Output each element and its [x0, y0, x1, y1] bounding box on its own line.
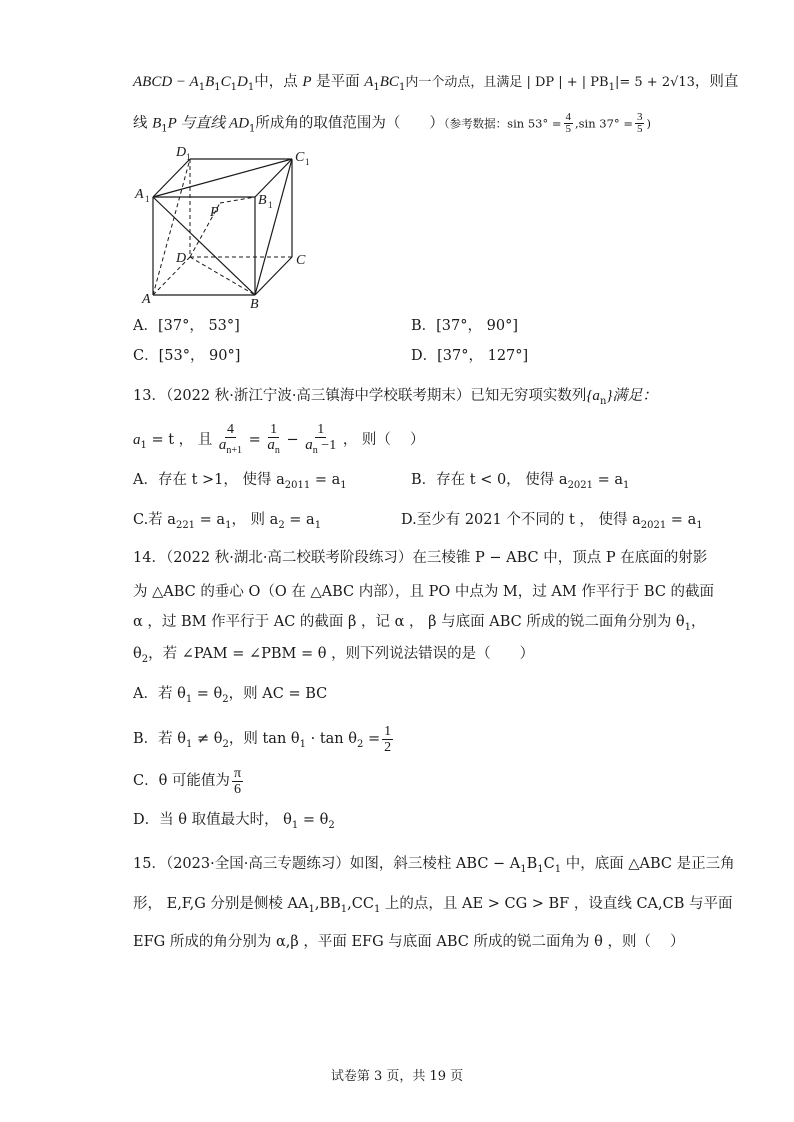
q14-line-3: α ，过 BM 作平行于 AC 的截面 β ，记 α ， β 与底面 ABC 所成的锐二面角分别为 $\theta_1$，: [133, 614, 706, 633]
q13-condition: $a_1 = t$ ， 且 $\frac{4}{a_{n+1}}$ = $\frac{1}{a_n}$ − $\frac{1}{a_n -1}$ ， 则（ ）: [133, 422, 425, 456]
q15-line-3: EFG 所成的角分别为 α,β ，平面 EFG 与底面 ABC 所成的锐二面角为 θ ，则（ ）: [133, 934, 685, 950]
q14-line-1: 14．（2022 秋·湖北·高二校联考阶段练习）在三棱锥 P − ABC 中，顶点 P 在底面的射影: [133, 550, 708, 566]
q15-line-2: 形， E,F,G 分别是侧棱 $AA_1,BB_1,CC_1$ 上的点，且 AE > CG > BF ，设直线 CA,CB 与平面: [133, 896, 733, 915]
frac-pi-over-6: $\frac{\pi}{6}$: [233, 765, 242, 797]
q14-option-b[interactable]: B．若 $\theta_1 \ne \theta_2$，则 $\tan \theta_1 \cdot \tan \theta_2$ = $\frac{1}{2}$: [133, 723, 392, 755]
frac-1-over-an-minus-1: $\frac{1}{a_n -1}$: [305, 422, 337, 456]
q14-line-2: 为 △ABC 的垂心 O（O 在 △ABC 内部），且 PO 中点为 M，过 AM 作平行于 BC 的截面: [133, 584, 715, 600]
q15-line-1: 15．（2023·全国·高三专题练习）如图，斜三棱柱 ABC − $A_1B_1C_1$ 中，底面 △ABC 是正三角: [133, 856, 735, 875]
label-D1: D: [176, 145, 187, 160]
ref-frac-4-5: $\frac{4}{5}$: [565, 111, 571, 135]
q12-option-c[interactable]: C．[53°， 90°]: [133, 348, 241, 364]
label-B: B: [250, 297, 259, 312]
label-A: A: [142, 292, 151, 307]
label-C: C: [296, 253, 306, 268]
page-footer: 试卷第 3 页，共 19 页: [330, 1069, 464, 1084]
label-D: D: [176, 251, 187, 266]
label-P: P: [210, 205, 219, 220]
frac-1-over-an: $\frac{1}{a_n}$: [267, 422, 280, 456]
q12-line-1: ABCD − $A_1B_1C_1D_1$中，点 P 是平面 $A_1BC_1$内一个动点，且满足 | DP | + | $PB_1|= 5 + 2√13$，则直: [133, 74, 739, 93]
q14-line-4: $\theta_2$，若 ∠PAM = ∠PBM = θ ，则下列说法错误的是（ ）: [133, 646, 535, 665]
q13-option-d[interactable]: D.至少有 2021 个不同的 t ， 使得 $a_{2021} = a_1$: [401, 512, 703, 531]
label-B1: B: [258, 193, 267, 208]
q13-stem: 13．（2022 秋·浙江宁波·高三镇海中学校联考期末）已知无穷项实数列$\{a_n\}$满足：: [133, 388, 658, 407]
q12-option-d[interactable]: D．[37°， 127°]: [411, 348, 529, 364]
label-C1-sub: 1: [305, 157, 310, 167]
q13-option-c[interactable]: C.若 $a_{221} = a_1$， 则 $a_2 = a_1$: [133, 512, 322, 531]
label-A1-sub: 1: [145, 194, 150, 204]
q12-option-b[interactable]: B．[37°， 90°]: [411, 318, 518, 334]
q13-option-b[interactable]: B．存在 t < 0， 使得 $a_{2021} = a_1$: [411, 472, 630, 491]
label-C1: C: [295, 150, 305, 165]
frac-4-over-an1: $\frac{4}{a_{n+1}}$: [218, 422, 243, 456]
label-D1-sub: 1: [186, 152, 191, 162]
q14-option-c[interactable]: C．θ 可能值为 $\frac{\pi}{6}$: [133, 765, 242, 797]
cube-figure: [130, 140, 330, 315]
q14-option-d[interactable]: D．当 θ 取值最大时， $\theta_1 = \theta_2$: [133, 812, 335, 831]
q12-line-2: 线 $B_1P$ 与直线 $AD_1$所成角的取值范围为（ ）（参考数据：sin 53° = $\frac{4}{5}$ ,sin 37° = $\frac{3}{5}$ ): [133, 111, 651, 135]
q14-option-a[interactable]: A．若 $\theta_1 = \theta_2$，则 AC = BC: [133, 686, 328, 705]
label-B1-sub: 1: [268, 200, 273, 210]
label-A1: A: [135, 187, 144, 202]
frac-one-half: $\frac{1}{2}$: [384, 723, 392, 755]
q13-option-a[interactable]: A．存在 t >1， 使得 $a_{2011} = a_1$: [133, 472, 347, 491]
ref-frac-3-5: $\frac{3}{5}$: [636, 111, 643, 135]
q12-option-a[interactable]: A．[37°， 53°]: [133, 318, 240, 334]
